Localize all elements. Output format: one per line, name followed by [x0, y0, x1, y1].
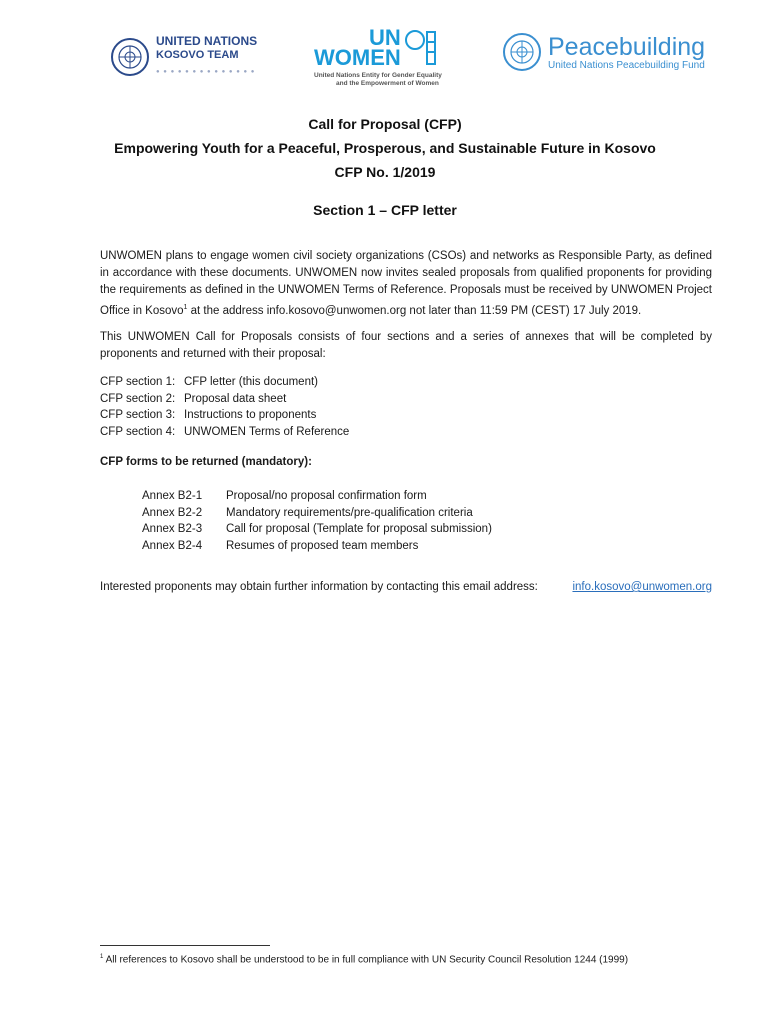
peacebuilding-fund-logo	[502, 32, 705, 72]
contact-text: Interested proponents may obtain further information by contacting this email address:	[100, 581, 538, 593]
dots-decoration: ● ● ● ● ● ● ● ● ● ● ● ● ● ●	[156, 69, 256, 75]
footnote-divider	[100, 945, 270, 946]
title-line-1: Call for Proposal (CFP)	[308, 116, 462, 132]
forms-title: CFP forms to be returned (mandatory):	[100, 456, 312, 468]
section-key: CFP section 3:	[100, 409, 176, 421]
section-value: UNWOMEN Terms of Reference	[184, 425, 350, 438]
un-emblem-icon	[110, 37, 150, 77]
annex-key: Annex B2-1	[142, 490, 203, 502]
intro-paragraph	[100, 248, 712, 320]
footnote-ref[interactable]: 1	[183, 304, 188, 311]
un-kosovo-team-logo	[110, 34, 257, 79]
section-key: CFP section 2:	[100, 392, 176, 405]
unwomen-emblem-icon	[403, 28, 437, 68]
peacebuilding-subtitle: United Nations Peacebuilding Fund	[548, 59, 705, 71]
footnote	[100, 954, 628, 965]
un-logo-line2: KOSOVO TEAM	[156, 49, 239, 61]
un-logo-line1: UNITED NATIONS	[156, 34, 258, 48]
unwomen-tagline-2: and the Empowerment of Women	[336, 80, 439, 87]
annex-value: Mandatory requirements/pre-qualification criteria	[226, 506, 473, 519]
footnote-number: 1	[100, 954, 104, 960]
logo-bar	[0, 25, 770, 98]
document-title	[0, 112, 770, 184]
section-value: CFP letter (this document)	[184, 376, 319, 388]
list-item	[100, 374, 349, 391]
annex-value: Resumes of proposed team members	[226, 539, 419, 552]
contact-email-link[interactable]: info.kosovo@unwomen.org	[572, 581, 712, 593]
intro-text-a: UNWOMEN plans to engage women civil society organizations (CSOs) and networks as Responsible Party, as defined in accordance with these documents. UNWOMEN now invites sealed proposals from qualified proponents for providing the requirements as defined in the UNWOMEN Terms of Reference. Proposals must be received by UNWOMEN Project Office in Kosovo	[100, 250, 712, 317]
list-item	[142, 488, 492, 505]
contact-line	[100, 581, 712, 593]
unwomen-logo	[314, 25, 442, 88]
section-key: CFP section 1:	[100, 376, 176, 388]
list-item	[142, 505, 492, 522]
annex-list	[142, 488, 492, 554]
section-value: Proposal data sheet	[184, 392, 287, 405]
annex-key: Annex B2-4	[142, 539, 203, 552]
section-title: Section 1 – CFP letter	[313, 202, 457, 218]
section-value: Instructions to proponents	[184, 409, 317, 421]
list-item	[100, 424, 349, 441]
peacebuilding-title: Peacebuilding	[548, 32, 706, 61]
unwomen-logo-un: UN	[368, 25, 401, 50]
annex-key: Annex B2-2	[142, 506, 203, 519]
unwomen-logo-women: WOMEN	[314, 45, 401, 70]
annex-key: Annex B2-3	[142, 523, 203, 535]
footnote-text: All references to Kosovo shall be understood to be in full compliance with UN Security Council Resolution 1244 (1999)	[103, 954, 629, 966]
intro-text-b: at the address info.kosovo@unwomen.org not later than 11:59 PM (CEST) 17 July 2019.	[187, 304, 642, 317]
title-line-3: CFP No. 1/2019	[334, 164, 436, 180]
title-line-2: Empowering Youth for a Peaceful, Prosperous, and Sustainable Future in Kosovo	[114, 140, 656, 156]
list-item	[142, 538, 492, 555]
section-key: CFP section 4:	[100, 425, 176, 438]
sections-paragraph: This UNWOMEN Call for Proposals consists of four sections and a series of annexes that will be completed by proponents and returned with their proposal:	[100, 331, 712, 360]
annex-value: Call for proposal (Template for proposal submission)	[226, 523, 492, 535]
sections-list	[100, 374, 349, 440]
annex-value: Proposal/no proposal confirmation form	[226, 490, 427, 502]
list-item	[100, 407, 349, 424]
list-item	[100, 391, 349, 408]
list-item	[142, 521, 492, 538]
unwomen-tagline-1: United Nations Entity for Gender Equality	[314, 72, 442, 79]
un-emblem-icon	[502, 32, 542, 72]
